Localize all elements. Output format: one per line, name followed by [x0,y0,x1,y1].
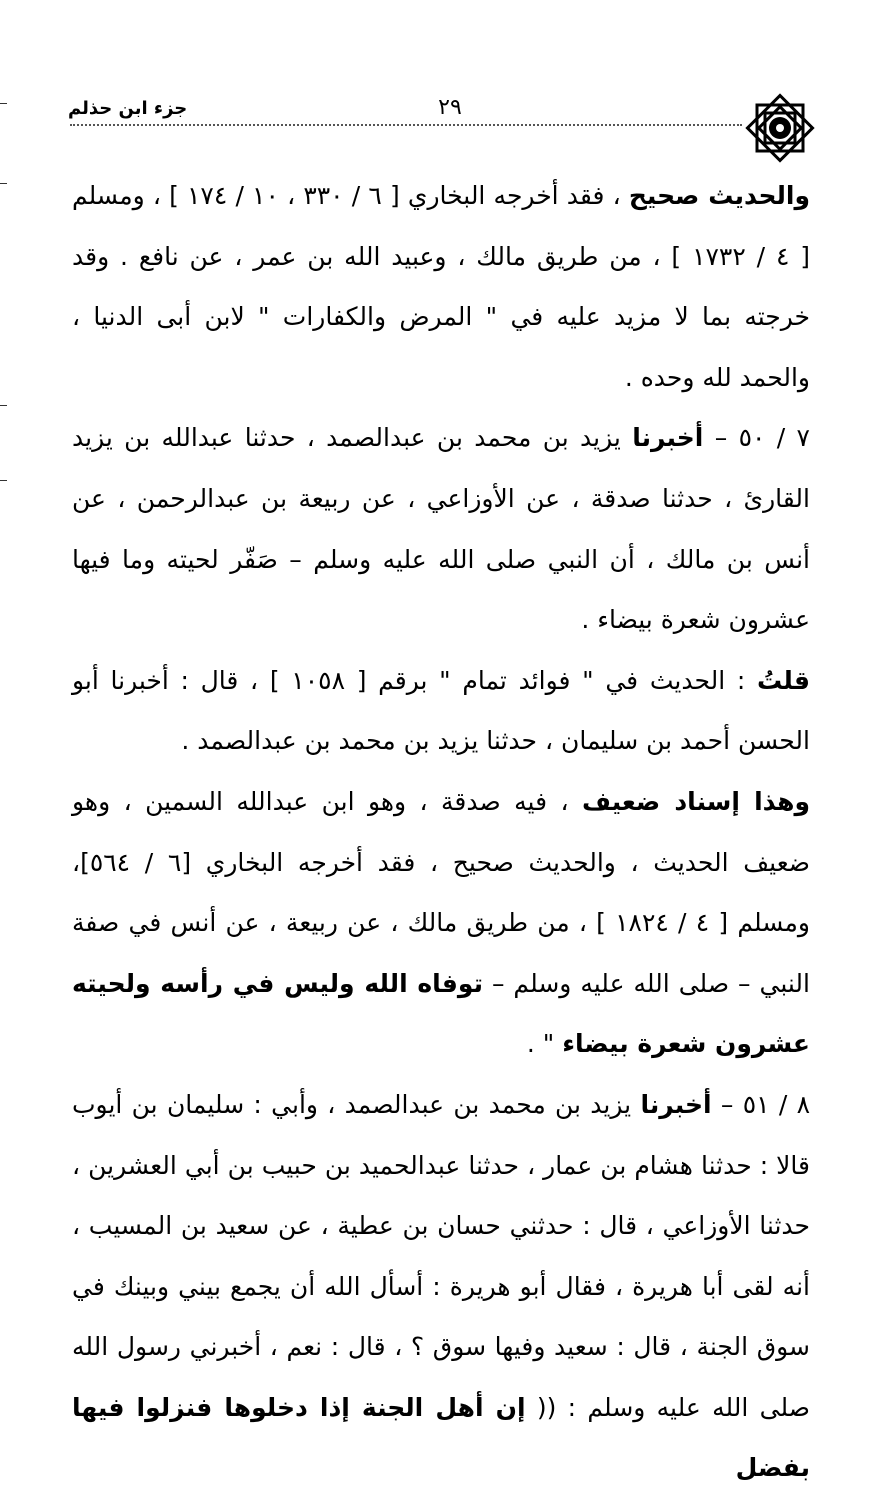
page-edge-mark [0,480,7,481]
bold-text-run: توفاه الله وليس في رأسه ولحيته عشرون شعرة بيضاء [72,968,810,1059]
book-title: جزء ابن حذلم [68,98,188,119]
page-header [60,80,820,170]
text-run: ، فقد أخرجه البخاري [ ٦ / ٣٣٠ ، ١٠ / ١٧٤ ] ، ومسلم [ ٤ / ١٧٣٢ ] ، من طريق مالك ، وعبيد الله بن عمر ، عن نافع . وقد خرجته بما لا مزيد عليه في " المرض والكفارات " لابن أبى الدنيا ، والحمد لله وحده . [72,181,811,392]
page-edge-mark [0,183,7,184]
paragraph-p1 [72,166,810,408]
text-run: يزيد بن محمد بن عبدالصمد ، حدثنا عبدالله بن يزيد القارئ ، حدثنا صدقة ، عن الأوزاعي ، عن ربيعة بن عبدالرحمن ، عن أنس بن مالك ، أن النبي صلى الله عليه وسلم – صَفّر لحيته وما فيها عشرون شعرة بيضاء . [72,423,810,635]
text-run: ٨ / ٥١ – [711,1089,811,1119]
page-number: ٢٩ [438,95,462,120]
bold-text-run: أخبرنا [640,1089,712,1119]
page-edge-mark [0,103,7,104]
bold-text-run: وهذا إسناد ضعيف [581,786,810,816]
bold-text-run: إن أهل الجنة إذا دخلوها فنزلوا فيها بفضل [72,1392,810,1483]
text-run: ٧ / ٥٠ – [703,423,810,453]
paragraph-p5 [72,1075,810,1499]
page-body [72,166,810,1499]
text-run: ، فيه صدقة ، وهو ابن عبدالله السمين ، وهو ضعيف الحديث ، والحديث صحيح ، فقد أخرجه البخاري [٦ / ٥٦٤]، ومسلم [ ٤ / ١٨٢٤ ] ، من طريق مالك ، عن ربيعة ، عن أنس في صفة النبي – صلى الله عليه وسلم – [72,786,810,998]
page-edge-mark [0,405,7,406]
text-run: " . [526,1029,563,1059]
bold-text-run: قلتُ [756,665,811,695]
bold-text-run: والحديث صحيح [628,181,810,210]
paragraph-p2 [72,408,810,650]
text-run: : الحديث في " فوائد تمام " برقم [ ١٠٥٨ ] ، قال : أخبرنا أبو الحسن أحمد بن سليمان ، حدثنا يزيد بن محمد بن عبدالصمد . [72,665,810,756]
bold-text-run: أخبرنا [632,423,704,453]
header-rule [70,124,742,126]
paragraph-p4 [72,772,810,1075]
eight-point-star-ornament-icon [740,88,820,168]
text-run: يزيد بن محمد بن عبدالصمد ، وأبي : سليمان بن أيوب قالا : حدثنا هشام بن عمار ، حدثنا عبدالحميد بن حبيب بن أبي العشرين ، حدثنا الأوزاعي ، قال : حدثني حسان بن عطية ، عن سعيد بن المسيب ، أنه لقى أبا هريرة ، فقال أبو هريرة : أسأل الله أن يجمع بيني وبينك في سوق الجنة ، قال : سعيد وفيها سوق ؟ ، قال : نعم ، أخبرني رسول الله صلى الله عليه وسلم : (( [72,1089,810,1422]
paragraph-p3 [72,651,810,772]
